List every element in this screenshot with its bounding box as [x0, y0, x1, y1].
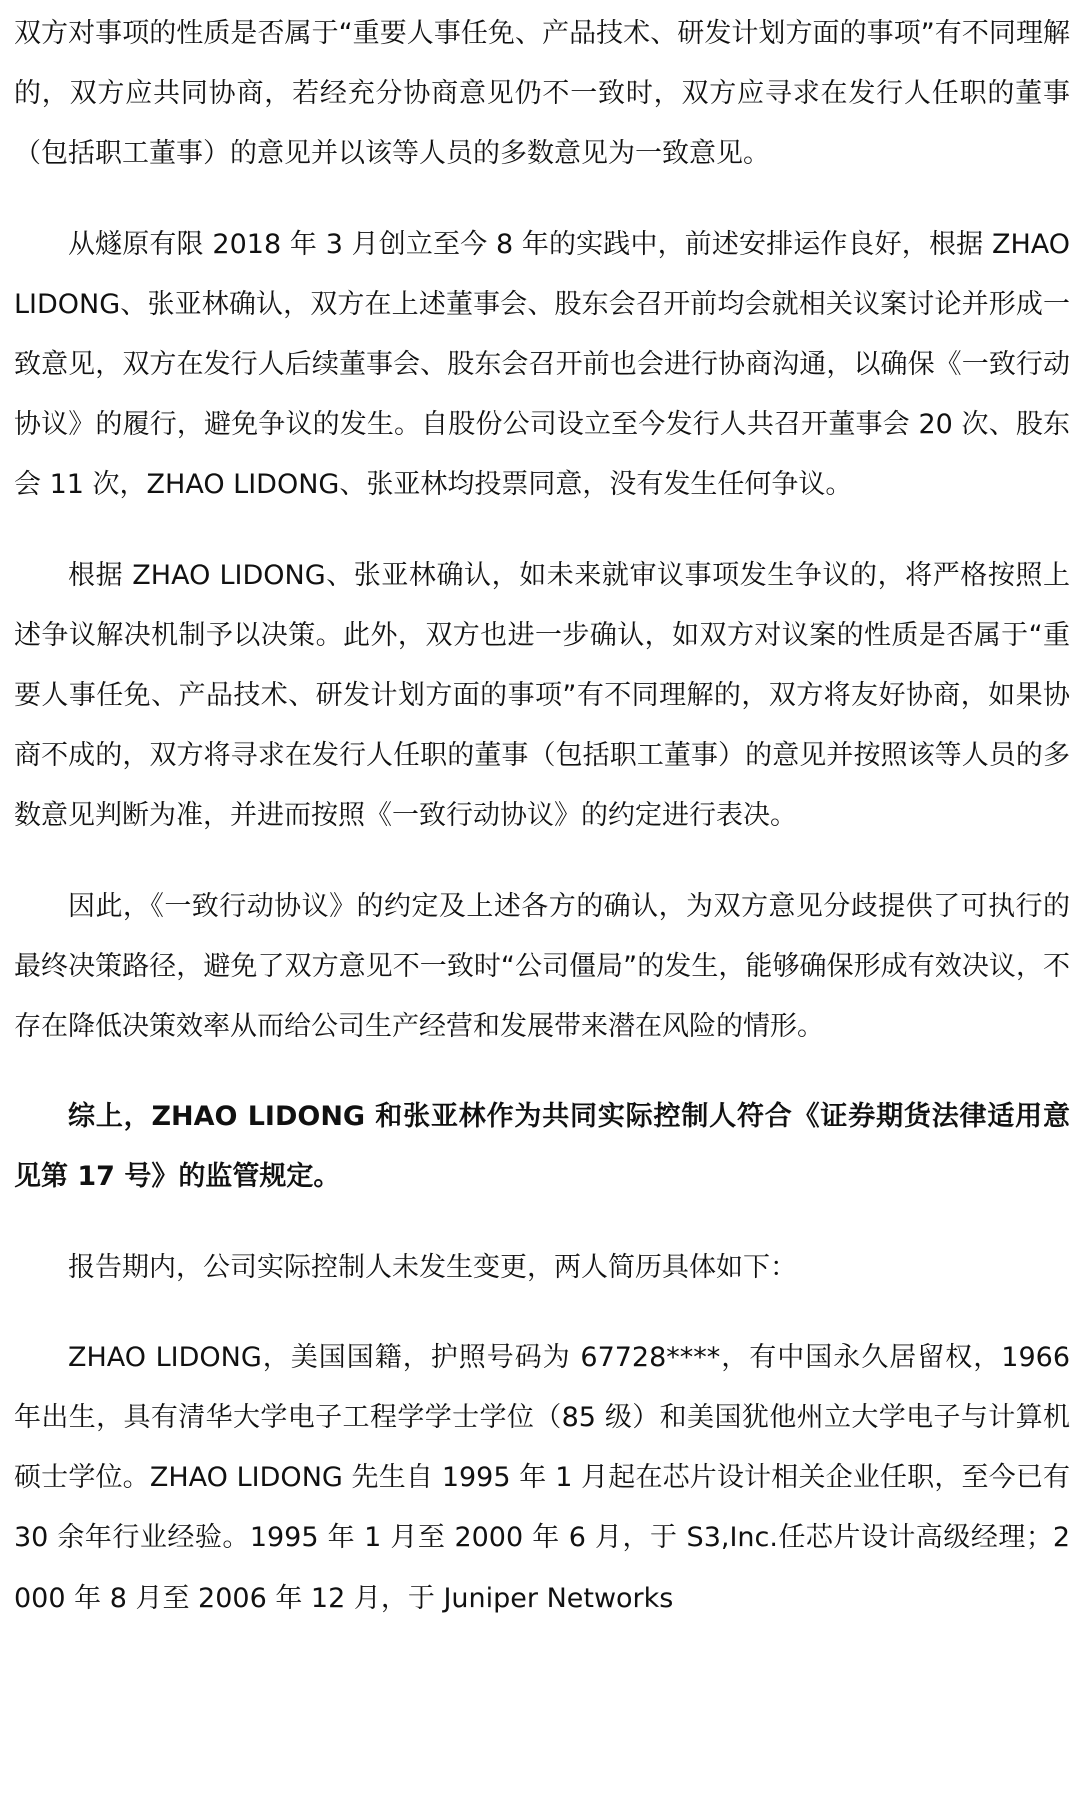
- paragraph-agreement-dispute-clause: 双方对事项的性质是否属于“重要人事任免、产品技术、研发计划方面的事项”有不同理解的，双方应共同协商，若经充分协商意见仍不一致时，双方应寻求在发行人任职的董事（包括职工董事）的意见并以该等人员的多数意见为一致意见。: [14, 18, 1070, 170]
- paragraph-controller-unchanged: 报告期内，公司实际控制人未发生变更，两人简历具体如下：: [68, 1251, 797, 1283]
- paragraph-decision-path: 因此，《一致行动协议》的约定及上述各方的确认，为双方意见分歧提供了可执行的最终决策路径，避免了双方意见不一致时“公司僵局”的发生，能够确保形成有效决议，不存在降低决策效率从而给公司生产经营和发展带来潜在风险的情形。: [14, 890, 1070, 1043]
- paragraph-practice-history: 从燧原有限 2018 年 3 月创立至今 8 年的实践中，前述安排运作良好，根据 ZHAO LIDONG、张亚林确认，双方在上述董事会、股东会召开前均会就相关议案讨论并形成一致意见，双方在发行人后续董事会、股东会召开前也会进行协商沟通，以确保《一致行动协议》的履行，避免争议的发生。自股份公司设立至今发行人共召开董事会 20 次、股东会 11 次，ZHAO LIDONG、张亚林均投票同意，没有发生任何争议。: [14, 228, 1070, 501]
- paragraph-conclusion: 综上，ZHAO LIDONG 和张亚林作为共同实际控制人符合《证券期货法律适用意见第 17 号》的监管规定。: [14, 1101, 1070, 1193]
- paragraph-future-disputes: 根据 ZHAO LIDONG、张亚林确认，如未来就审议事项发生争议的，将严格按照上述争议解决机制予以决策。此外，双方也进一步确认，如双方对议案的性质是否属于“重要人事任免、产品技术、研发计划方面的事项”有不同理解的，双方将友好协商，如果协商不成的，双方将寻求在发行人任职的董事（包括职工董事）的意见并按照该等人员的多数意见判断为准，并进而按照《一致行动协议》的约定进行表决。: [14, 559, 1070, 832]
- paragraph-zhao-lidong-biography: ZHAO LIDONG，美国国籍，护照号码为 67728****，有中国永久居留权，1966 年出生，具有清华大学电子工程学学士学位（85 级）和美国犹他州立大学电子与计算机硕士学位。ZHAO LIDONG 先生自 1995 年 1 月起在芯片设计相关企业任职，至今已有 30 余年行业经验。1995 年 1 月至 2000 年 6 月，于 S3,Inc.任芯片设计高级经理；2000 年 8 月至 2006 年 12 月，于 Juniper Networks: [14, 1341, 1070, 1614]
